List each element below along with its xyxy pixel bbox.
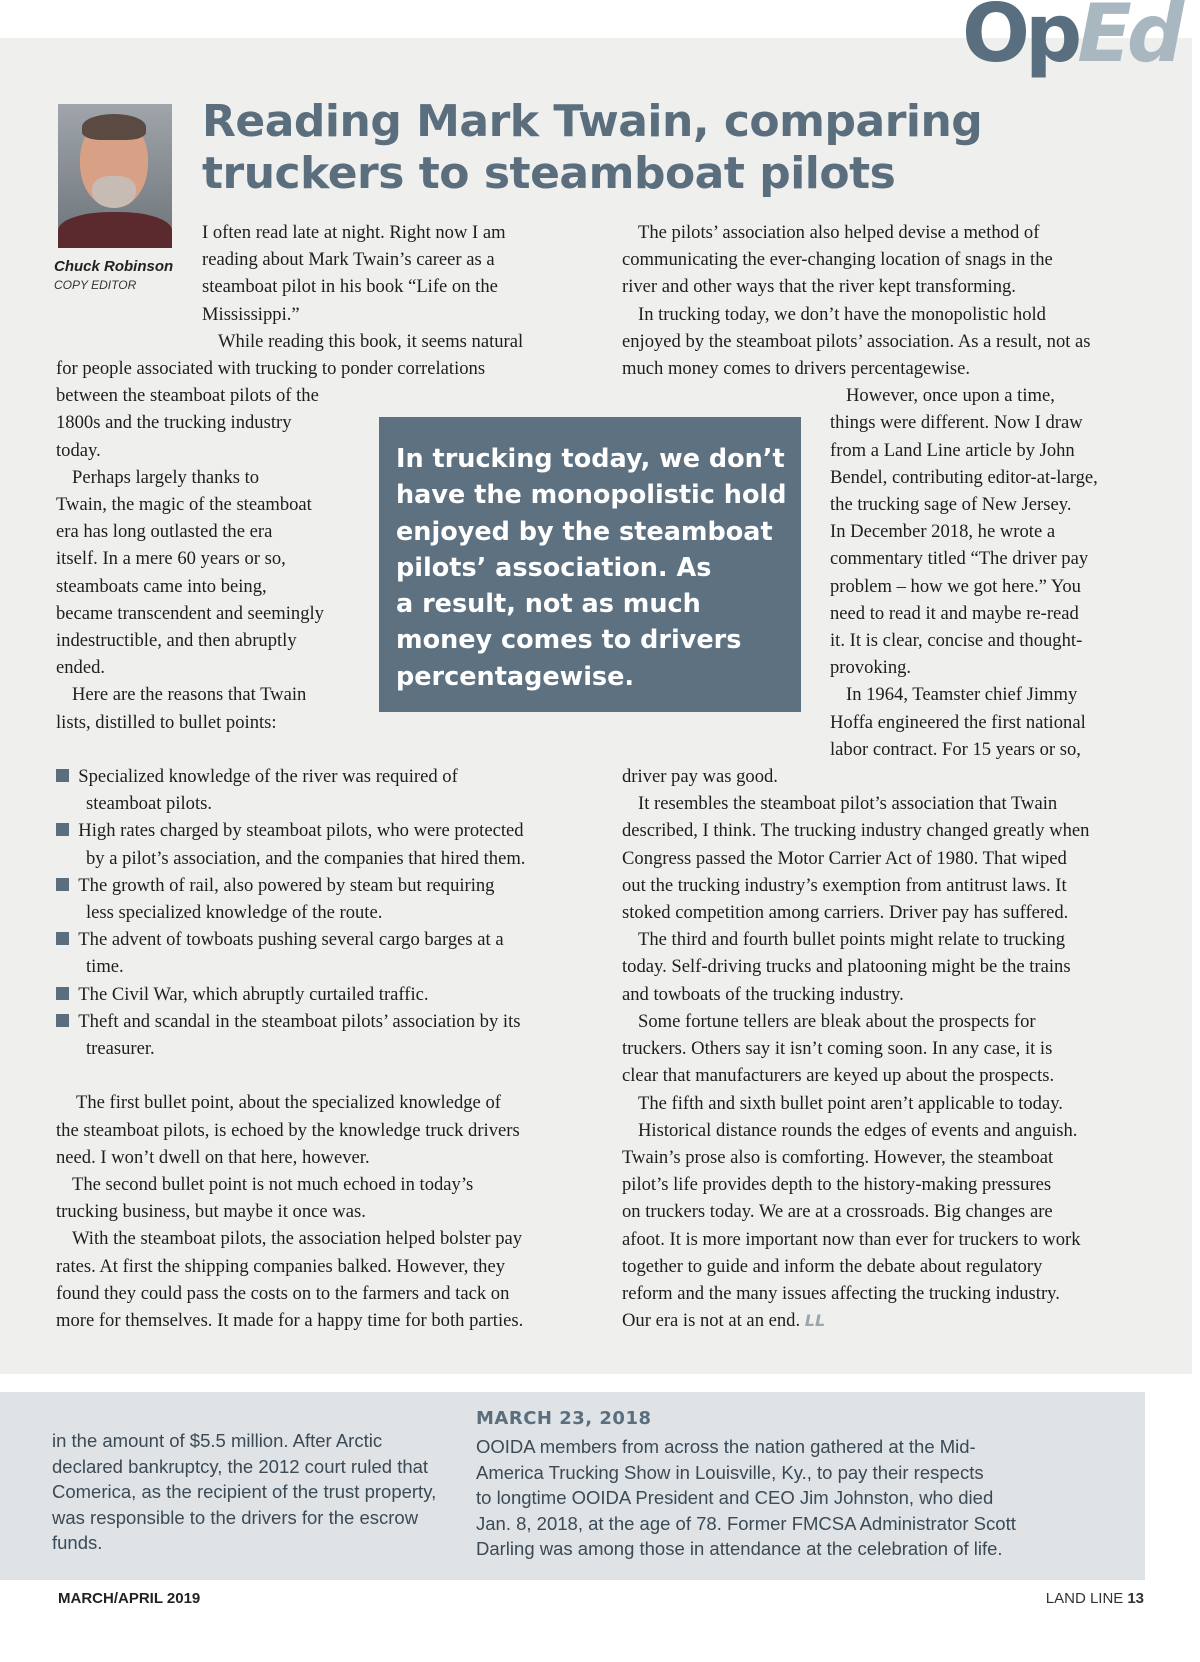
text-line: I often read late at night. Right now I am [202, 222, 506, 243]
text-line: from a Land Line article by John [830, 439, 1075, 461]
bullet-square-icon [56, 932, 69, 945]
timeline-strip [0, 1392, 1145, 1580]
bullet-square-icon [56, 878, 69, 891]
author-name: Chuck Robinson [54, 258, 174, 275]
text-line: The second bullet point is not much echoed in today’s [72, 1174, 474, 1196]
text-line: Perhaps largely thanks to [72, 466, 260, 488]
text-line: things were different. Now I draw [830, 412, 1083, 434]
timeline-date: MARCH 23, 2018 [476, 1408, 652, 1429]
text-line: ended. [56, 657, 106, 679]
text-line: became transcendent and seemingly [56, 602, 324, 624]
text-line: afoot. It is more important now than ever for truckers to work [622, 1228, 1081, 1250]
text-line: on truckers today. We are at a crossroads. Big changes are [622, 1201, 1053, 1223]
text-line: trucking business, but maybe it once was. [56, 1201, 366, 1223]
text-line: described, I think. The trucking industry changed greatly when [622, 820, 1090, 842]
text-line: and towboats of the trucking industry. [622, 983, 904, 1005]
text-line: need to read it and maybe re-read [830, 602, 1079, 624]
text-line: today. Self-driving trucks and platooning might be the trains [622, 956, 1071, 978]
text-line: While reading this book, it seems natural [218, 330, 524, 352]
text-line: need. I won’t dwell on that here, however. [56, 1146, 370, 1168]
text-line: lists, distilled to bullet points: [56, 711, 277, 733]
timeline-line: Comerica, as the recipient of the trust property, [52, 1481, 437, 1502]
timeline-line: America Trucking Show in Louisville, Ky., to pay their respects [476, 1461, 984, 1483]
text-line: reform and the many issues affecting the trucking industry. [622, 1282, 1060, 1304]
pullquote-line: In trucking today, we don’t [396, 444, 785, 474]
footer-issue-date: MARCH/APRIL 2019 [58, 1590, 201, 1607]
bullet-item: High rates charged by steamboat pilots, who were protected [56, 817, 525, 844]
page-number: 13 [1127, 1590, 1144, 1607]
timeline-line: declared bankruptcy, the 2012 court ruled that [52, 1455, 429, 1477]
timeline-line: was responsible to the drivers for the escrow [52, 1506, 419, 1528]
text-line: Congress passed the Motor Carrier Act of 1980. That wiped [622, 847, 1067, 869]
text-line: the steamboat pilots, is echoed by the knowledge truck drivers [56, 1119, 520, 1141]
bullet-item-continued: time. [86, 956, 124, 978]
text-line: labor contract. For 15 years or so, [830, 738, 1081, 760]
bullet-square-icon [56, 823, 69, 836]
bullet-square-icon [56, 987, 69, 1000]
landline-end-mark: LL [804, 1311, 826, 1331]
bullet-item: The advent of towboats pushing several cargo barges at a [56, 926, 525, 953]
text-line: driver pay was good. [622, 766, 778, 788]
text-line: Hoffa engineered the first national [830, 711, 1086, 733]
pullquote-line: percentagewise. [396, 661, 635, 692]
text-line: much money comes to drivers percentagewise. [622, 358, 970, 380]
text-line: The first bullet point, about the specialized knowledge of [76, 1092, 501, 1114]
text-line: In 1964, Teamster chief Jimmy [846, 684, 1078, 706]
text-line: 1800s and the trucking industry [56, 412, 292, 434]
footer-magazine-name: LAND LINE [1045, 1590, 1124, 1607]
bullet-square-icon [56, 769, 69, 782]
text-line: between the steamboat pilots of the [56, 385, 319, 407]
headline-line: truckers to steamboat pilots [202, 148, 896, 199]
timeline-line: to longtime OOIDA President and CEO Jim Johnston, who died [476, 1487, 994, 1508]
timeline-line: in the amount of $5.5 million. After Arctic [52, 1430, 383, 1451]
pullquote-line: enjoyed by the steamboat [396, 516, 773, 547]
text-line: The fifth and sixth bullet point aren’t applicable to today. [638, 1092, 1063, 1114]
text-line: problem – how we got here.” You [830, 575, 1081, 597]
pullquote-line: money comes to drivers [396, 625, 742, 656]
text-line: reading about Mark Twain’s career as a [202, 249, 495, 271]
bullet-item: Specialized knowledge of the river was required of [56, 763, 525, 790]
text-line: river and other ways that the river kept transforming. [622, 276, 1016, 298]
text-line: Bendel, contributing editor-at-large, [830, 466, 1098, 488]
text-line: commentary titled “The driver pay [830, 548, 1089, 570]
article-column-right [622, 219, 1098, 1334]
text-line: stoked competition among carriers. Driver pay has suffered. [622, 902, 1069, 924]
text-line: the trucking sage of New Jersey. [830, 494, 1072, 516]
bullet-item: Theft and scandal in the steamboat pilots’ association by its [56, 1008, 525, 1035]
pullquote-line: pilots’ association. As [396, 552, 712, 583]
text-line: The third and fourth bullet points might relate to trucking [638, 929, 1066, 951]
bullet-item-continued: by a pilot’s association, and the companies that hired them. [86, 847, 526, 869]
text-line: clear that manufacturers are keyed up about the prospects. [622, 1065, 1055, 1087]
text-line: Some fortune tellers are bleak about the prospects for [638, 1010, 1036, 1032]
text-line: itself. In a mere 60 years or so, [56, 548, 286, 570]
bullet-item-continued: steamboat pilots. [86, 793, 213, 815]
section-label-oped [962, 0, 1180, 80]
section-label-op: Op [962, 0, 1078, 80]
text-line: communicating the ever-changing location of snags in the [622, 249, 1053, 271]
text-line: era has long outlasted the era [56, 521, 273, 543]
article-column-left [56, 219, 525, 1334]
text-line: In December 2018, he wrote a [830, 521, 1056, 543]
text-line: pilot’s life provides depth to the history-making pressures [622, 1174, 1052, 1196]
text-line: With the steamboat pilots, the association helped bolster pay [72, 1228, 523, 1250]
timeline-line: Darling was among those in attendance at the celebration of life. [476, 1538, 1003, 1559]
text-line: together to guide and inform the debate about regulatory [622, 1255, 1043, 1277]
bullet-item-continued: treasurer. [86, 1038, 155, 1060]
text-line: Twain, the magic of the steamboat [56, 494, 312, 516]
text-line: The pilots’ association also helped devise a method of [638, 222, 1040, 243]
timeline-line: funds. [52, 1532, 103, 1553]
text-line: out the trucking industry’s exemption from antitrust laws. It [622, 874, 1067, 896]
pullquote-line: have the monopolistic hold [396, 480, 787, 511]
text-line: Mississippi.” [202, 303, 300, 325]
text-line: It resembles the steamboat pilot’s association that Twain [638, 793, 1058, 815]
text-line: provoking. [830, 657, 912, 679]
section-label-ed: Ed [1077, 0, 1180, 80]
text-line: Historical distance rounds the edges of events and anguish. [638, 1119, 1078, 1141]
timeline-line: OOIDA members from across the nation gathered at the Mid- [476, 1436, 976, 1457]
text-line: In trucking today, we don’t have the monopolistic hold [638, 303, 1046, 325]
headline [202, 96, 1002, 200]
text-line: indestructible, and then abruptly [56, 630, 297, 652]
bullet-item-continued: less specialized knowledge of the route. [86, 902, 383, 924]
text-line: steamboats came into being, [56, 575, 267, 597]
text-line: enjoyed by the steamboat pilots’ association. As a result, not as [622, 330, 1091, 352]
text-line: it. It is clear, concise and thought- [830, 630, 1083, 652]
timeline-body [476, 1434, 1016, 1562]
bullet-item: The Civil War, which abruptly curtailed traffic. [56, 981, 525, 1008]
text-line: However, once upon a time, [846, 385, 1055, 407]
headline-line: Reading Mark Twain, comparing [202, 96, 983, 147]
text-line: Our era is not at an end. LL [622, 1310, 826, 1332]
timeline-line: Jan. 8, 2018, at the age of 78. Former FMCSA Administrator Scott [476, 1512, 1016, 1534]
bullet-square-icon [56, 1014, 69, 1027]
text-line: today. [56, 439, 101, 461]
pullquote-line: a result, not as much [396, 589, 701, 620]
text-line: found they could pass the costs on to the farmers and tack on [56, 1282, 510, 1304]
text-line: Here are the reasons that Twain [72, 684, 307, 706]
footer-page-info [1046, 1590, 1144, 1607]
text-line: more for themselves. It made for a happy time for both parties. [56, 1310, 524, 1332]
text-line: truckers. Others say it isn’t coming soon. In any case, it is [622, 1038, 1053, 1060]
author-role: COPY EDITOR [54, 278, 137, 292]
text-line: Twain’s prose also is comforting. However, the steamboat [622, 1146, 1054, 1168]
text-line: for people associated with trucking to ponder correlations [56, 358, 486, 380]
text-line: steamboat pilot in his book “Life on the [202, 276, 498, 298]
bullet-item: The growth of rail, also powered by steam but requiring [56, 872, 525, 899]
timeline-entry-continued [52, 1428, 436, 1556]
text-line: rates. At first the shipping companies balked. However, they [56, 1255, 506, 1277]
